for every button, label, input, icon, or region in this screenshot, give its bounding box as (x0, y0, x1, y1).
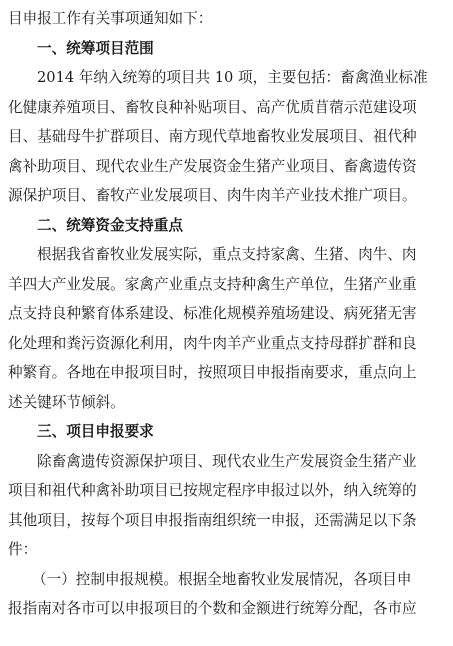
paragraph-line: 2014 年纳入统筹的项目共 10 项，主要包括：畜禽渔业标准 (37, 69, 428, 86)
paragraph-line: 件： (8, 541, 38, 558)
item-1-line: 报指南对各市可以申报项目的个数和金额进行统筹分配，各市应 (8, 600, 417, 617)
paragraph-line: 项目和祖代种禽补助项目已按规定程序申报过以外，纳入统筹的 (8, 482, 417, 499)
paragraph-line: 其他项目，按每个项目申报指南组织统一申报，还需满足以下条 (8, 511, 417, 529)
section-1-heading: 一、统筹项目范围 (37, 39, 154, 57)
paragraph-line: 化处理和粪污资源化利用，肉牛肉羊产业重点支持母群扩群和良 (8, 334, 417, 352)
paragraph-line: 化健康养殖项目、畜牧良种补贴项目、高产优质苜蓿示范建设项 (8, 98, 417, 116)
paragraph-line: 除畜禽遗传资源保护项目、现代农业生产发展资金生猪产业 (37, 452, 417, 470)
section-2-heading: 二、统筹资金支持重点 (37, 216, 183, 234)
paragraph-line: 根据我省畜牧业发展实际，重点支持家禽、生猪、肉牛、肉 (37, 246, 417, 263)
paragraph-line: 述关键环节倾斜。 (8, 393, 125, 411)
item-1-line: （一）控制申报规模。根据全地畜牧业发展情况，各项目申 (32, 570, 412, 588)
paragraph-line: 种繁育。各地在申报项目时，按照项目申报指南要求，重点向上 (8, 364, 417, 381)
paragraph-line: 目、基础母牛扩群项目、南方现代草地畜牧业发展项目、祖代种 (8, 128, 417, 145)
paragraph-line: 源保护项目、畜牧产业发展项目、肉牛肉羊产业技术推广项目。 (8, 187, 417, 204)
intro-line: 目申报工作有关事项通知如下： (8, 10, 213, 27)
paragraph-line: 禽补助项目、现代农业生产发展资金生猪产业项目、畜禽遗传资 (8, 157, 417, 175)
paragraph-line: 羊四大产业发展。家禽产业重点支持种禽生产单位，生猪产业重 (8, 275, 417, 293)
paragraph-line: 点支持良种繁育体系建设、标准化规模养殖场建设、病死猪无害 (8, 305, 417, 322)
section-3-heading: 三、项目申报要求 (37, 423, 154, 440)
